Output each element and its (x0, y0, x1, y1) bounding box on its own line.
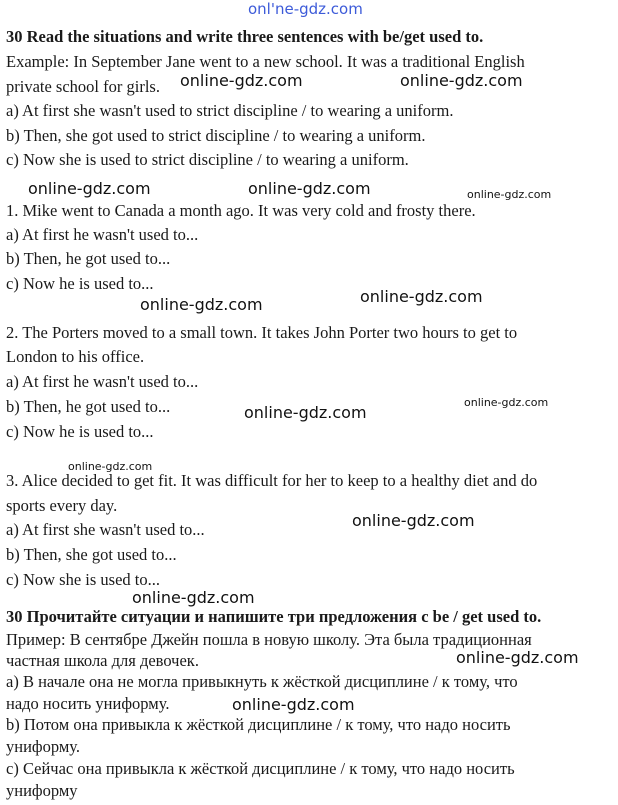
ru-c-line-1: с) Сейчас она привыкла к жёсткой дисциплине / к тому, что надо носить (6, 759, 515, 778)
item-3-sentence-line-1: 3. Alice decided to get fit. It was difficult for her to keep to a healthy diet and do (6, 471, 538, 490)
watermark: online-gdz.com (132, 588, 255, 607)
watermark: online-gdz.com (352, 511, 475, 530)
item-2-sentence-line-2: London to his office. (6, 347, 145, 366)
watermark: online-gdz.com (400, 71, 523, 90)
ru-b-line-1: b) Потом она привыкла к жёсткой дисциплине / к тому, что надо носить (6, 715, 511, 734)
ru-b-line-2: униформу. (6, 737, 81, 756)
watermark: online-gdz.com (244, 403, 367, 422)
item-2-a: a) At first he wasn't used to... (6, 372, 199, 391)
item-1-a: a) At first he wasn't used to... (6, 225, 199, 244)
exercise-heading-ru: 30 Прочитайте ситуации и напишите три предложения с be / get used to. (6, 607, 542, 626)
item-3-sentence-line-2: sports every day. (6, 496, 118, 515)
item-2-b: b) Then, he got used to... (6, 397, 171, 416)
watermark: online-gdz.com (180, 71, 303, 90)
example-line-2: private school for girls. (6, 77, 160, 96)
exercise-heading-en: 30 Read the situations and write three sentences with be/get used to. (6, 27, 484, 46)
item-2-c: c) Now he is used to... (6, 422, 154, 441)
ru-example-line-1: Пример: В сентябре Джейн пошла в новую школу. Эта была традиционная (6, 630, 532, 649)
example-a: a) At first she wasn't used to strict discipline / to wearing a uniform. (6, 101, 454, 120)
watermark: online-gdz.com (68, 460, 153, 473)
item-2-sentence-line-1: 2. The Porters moved to a small town. It takes John Porter two hours to get to (6, 323, 518, 342)
item-3-c: c) Now she is used to... (6, 570, 160, 589)
example-c: c) Now she is used to strict discipline / to wearing a uniform. (6, 150, 409, 169)
item-3-a: a) At first she wasn't used to... (6, 520, 205, 539)
ru-example-line-2: частная школа для девочек. (6, 651, 199, 670)
watermark-top: onl'ne-gdz.com (248, 0, 363, 18)
example-b: b) Then, she got used to strict discipline / to wearing a uniform. (6, 126, 426, 145)
watermark: online-gdz.com (28, 179, 151, 198)
watermark: online-gdz.com (140, 295, 263, 314)
ru-c-line-2: униформу (6, 781, 78, 800)
watermark: online-gdz.com (232, 695, 355, 714)
item-1-b: b) Then, he got used to... (6, 249, 171, 268)
watermark: online-gdz.com (467, 188, 552, 201)
watermark: online-gdz.com (456, 648, 579, 667)
example-line-1: Example: In September Jane went to a new school. It was a traditional English (6, 52, 525, 71)
ru-a-line-2: надо носить униформу. (6, 694, 170, 713)
ru-a-line-1: а) В начале она не могла привыкнуть к жёсткой дисциплине / к тому, что (6, 672, 518, 691)
watermark: online-gdz.com (464, 396, 549, 409)
item-1-sentence: 1. Mike went to Canada a month ago. It was very cold and frosty there. (6, 201, 476, 220)
item-1-c: c) Now he is used to... (6, 274, 154, 293)
watermark: online-gdz.com (360, 287, 483, 306)
item-3-b: b) Then, she got used to... (6, 545, 177, 564)
watermark: online-gdz.com (248, 179, 371, 198)
